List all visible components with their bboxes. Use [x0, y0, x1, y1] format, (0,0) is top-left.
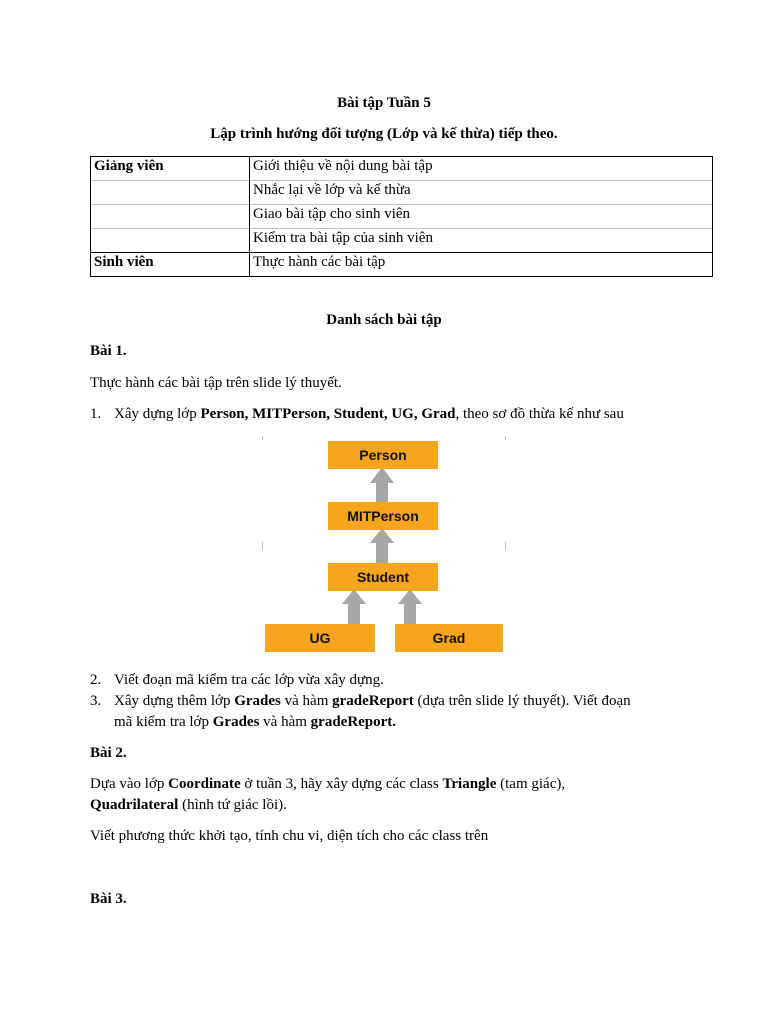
item-text: Xây dựng thêm lớp	[114, 693, 235, 709]
list-number: 2.	[90, 672, 102, 688]
page-subtitle: Lập trình hướng đối tượng (Lớp và kế thừa) tiếp theo.	[210, 126, 558, 142]
item-text: và hàm	[259, 714, 311, 730]
item-text: mã kiểm tra lớp	[114, 714, 213, 730]
arrow-shaft	[376, 543, 388, 565]
exercise-2-line-2	[90, 796, 287, 816]
item-text: (tam giác),	[496, 776, 566, 792]
role-cell: Sinh viên	[91, 253, 250, 277]
frame-tick	[262, 436, 263, 440]
class-box-student: Student	[328, 563, 438, 591]
exercise-1-intro: Thực hành các bài tập trên slide lý thuyết.	[90, 375, 342, 391]
frame-tick	[505, 542, 506, 550]
item-text: ở tuần 3, hãy xây dựng các class	[240, 776, 443, 792]
task-cell: Nhắc lại về lớp và kế thừa	[250, 181, 713, 205]
exercise-2-heading: Bài 2.	[90, 745, 127, 761]
table-row	[91, 157, 713, 181]
table-row	[91, 229, 713, 253]
list-item	[114, 692, 734, 712]
section-heading: Danh sách bài tập	[326, 312, 442, 328]
table-row	[91, 253, 713, 277]
class-box-grad: Grad	[395, 624, 503, 652]
task-cell: Kiểm tra bài tập của sinh viên	[250, 229, 713, 253]
item-text: Xây dựng lớp	[114, 406, 201, 422]
item-text: (dựa trên slide lý thuyết). Viết đoạn	[413, 693, 631, 709]
exercise-2-line-3: Viết phương thức khởi tạo, tính chu vi, diện tích cho các class trên	[90, 828, 489, 844]
class-name: Triangle	[442, 776, 497, 792]
frame-tick	[262, 542, 263, 550]
class-name: Grades	[234, 693, 281, 709]
item-text: (hình tứ giác lồi).	[178, 797, 287, 813]
arrow-shaft	[404, 604, 416, 624]
class-box-ug: UG	[265, 624, 375, 652]
list-item: Viết đoạn mã kiểm tra các lớp vừa xây dựng.	[114, 672, 384, 688]
diagram-arrows	[262, 436, 506, 656]
function-name: gradeReport	[332, 693, 414, 709]
role-cell: Giảng viên	[91, 157, 250, 181]
frame-tick	[505, 436, 506, 440]
class-names: Person, MITPerson, Student, UG, Grad	[200, 406, 456, 422]
table-row	[91, 181, 713, 205]
list-number: 1.	[90, 406, 102, 422]
item-text: , theo sơ đồ thừa kế như sau	[455, 406, 624, 422]
role-cell	[91, 181, 250, 205]
class-name: Coordinate	[168, 776, 241, 792]
class-box-mitperson: MITPerson	[328, 502, 438, 530]
arrow-head	[342, 589, 366, 604]
list-item-continuation	[114, 713, 734, 733]
task-cell: Thực hành các bài tập	[250, 253, 713, 277]
exercise-2-line-1	[90, 775, 730, 795]
class-name: Grades	[212, 714, 260, 730]
arrow-head	[370, 467, 394, 483]
arrow-shaft	[348, 604, 360, 624]
roles-table	[90, 156, 713, 277]
list-number: 3.	[90, 693, 102, 709]
list-item	[114, 405, 734, 425]
item-text: Dựa vào lớp	[90, 776, 169, 792]
function-name: gradeReport.	[310, 714, 397, 730]
class-name: Quadrilateral	[90, 797, 179, 813]
task-cell: Giao bài tập cho sinh viên	[250, 205, 713, 229]
page-title: Bài tập Tuần 5	[337, 95, 431, 111]
exercise-1-heading: Bài 1.	[90, 343, 127, 359]
class-box-person: Person	[328, 441, 438, 469]
arrow-head	[370, 528, 394, 543]
task-cell: Giới thiệu về nội dung bài tập	[250, 157, 713, 181]
inheritance-diagram	[262, 436, 506, 656]
table-row	[91, 205, 713, 229]
role-cell	[91, 205, 250, 229]
arrow-head	[398, 589, 422, 604]
exercise-3-heading: Bài 3.	[90, 891, 127, 907]
item-text: và hàm	[280, 693, 333, 709]
role-cell	[91, 229, 250, 253]
